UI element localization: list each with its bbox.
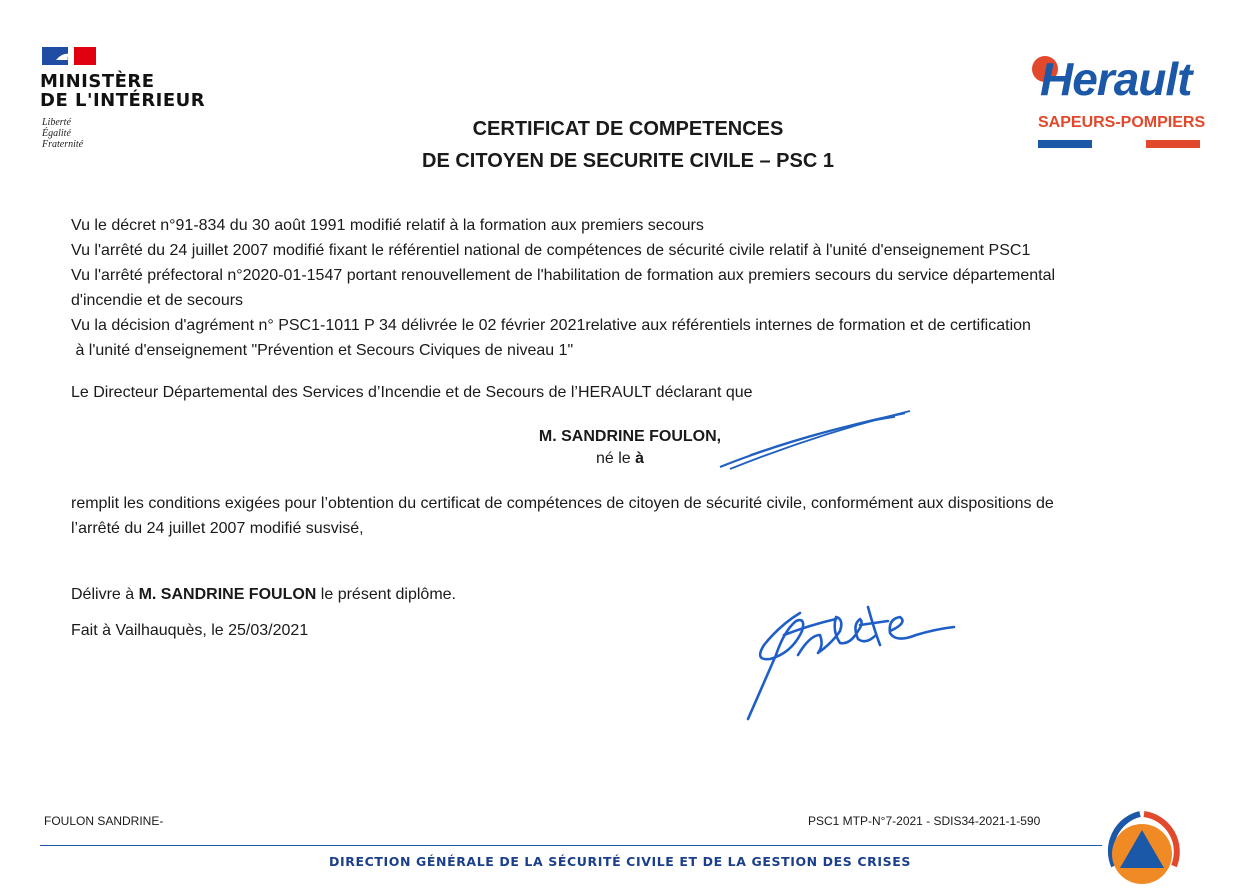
born-label: né le xyxy=(595,450,636,467)
motto-liberte: Liberté xyxy=(42,117,71,128)
footer-reference: PSC1 MTP-N°7-2021 - SDIS34-2021-1-590 xyxy=(808,814,1041,828)
marianne-profile-icon xyxy=(52,50,82,62)
born-place-label: à xyxy=(635,450,645,467)
herault-sapeurs-pompiers-logo xyxy=(1020,48,1208,158)
preamble-line-5: Vu la décision d'agrément n° PSC1-1011 P 34 délivrée le 02 février 2021relative aux référentiels internes de formation et de certification xyxy=(71,317,1031,334)
holder-birth xyxy=(540,450,700,468)
ministry-name xyxy=(40,72,205,110)
preamble-line-6: à l'unité d'enseignement "Prévention et Secours Civiques de niveau 1" xyxy=(71,342,574,359)
delivery-suffix: le présent diplôme. xyxy=(316,586,456,603)
motto-egalite: Égalité xyxy=(42,128,71,139)
delivery-name: M. SANDRINE FOULON xyxy=(138,586,317,603)
conditions-line-1: remplit les conditions exigées pour l’obtention du certificat de compétences de citoyen de sécurité civile, conformément aux dispositions de xyxy=(71,495,1054,512)
republic-motto xyxy=(42,117,83,150)
place-date: Fait à Vailhauquès, le 25/03/2021 xyxy=(71,622,309,639)
footer-direction: DIRECTION GÉNÉRALE DE LA SÉCURITÉ CIVILE ET DE LA GESTION DES CRISES xyxy=(329,854,911,869)
certificate-title-line2: DE CITOYEN DE SECURITE CIVILE – PSC 1 xyxy=(422,150,834,172)
ministry-name-line1: MINISTÈRE xyxy=(40,71,155,92)
holder-name: M. SANDRINE FOULON, xyxy=(538,428,722,445)
civil-security-emblem-icon xyxy=(1094,800,1190,888)
preamble-line-3: Vu l'arrêté préfectoral n°2020-01-1547 portant renouvellement de l'habilitation de formation aux premiers secours du service départemental xyxy=(71,267,1056,284)
preamble-line-2: Vu l'arrêté du 24 juillet 2007 modifié fixant le référentiel national de compétences de sécurité civile relatif à l'unité d'enseignement PSC1 xyxy=(71,242,1031,259)
herault-subtitle: SAPEURS-POMPIERS xyxy=(1038,114,1206,131)
herault-wordmark: Herault xyxy=(1040,53,1192,105)
herault-blue-bar xyxy=(1038,140,1092,148)
declaration-text: Le Directeur Départemental des Services d’Incendie et de Secours de l’HERAULT déclarant que xyxy=(71,384,753,401)
footer-divider xyxy=(40,845,1102,846)
delivery-prefix: Délivre à xyxy=(71,586,139,603)
delivery-text xyxy=(71,584,456,606)
preamble-line-4: d'incendie et de secours xyxy=(71,292,244,309)
certificate-title-line1: CERTIFICAT DE COMPETENCES xyxy=(472,118,784,140)
herault-red-bar xyxy=(1146,140,1200,148)
republic-flag-logo xyxy=(42,47,96,65)
conditions-line-2: l’arrêté du 24 juillet 2007 modifié susvisé, xyxy=(71,520,364,537)
footer-holder: FOULON SANDRINE- xyxy=(44,814,164,828)
preamble-line-1: Vu le décret n°91-834 du 30 août 1991 modifié relatif à la formation aux premiers secours xyxy=(71,217,704,234)
ministry-name-line2: DE L'INTÉRIEUR xyxy=(40,90,206,111)
motto-fraternite: Fraternité xyxy=(42,139,84,150)
strike-scribble xyxy=(700,405,920,475)
director-signature xyxy=(740,595,970,725)
